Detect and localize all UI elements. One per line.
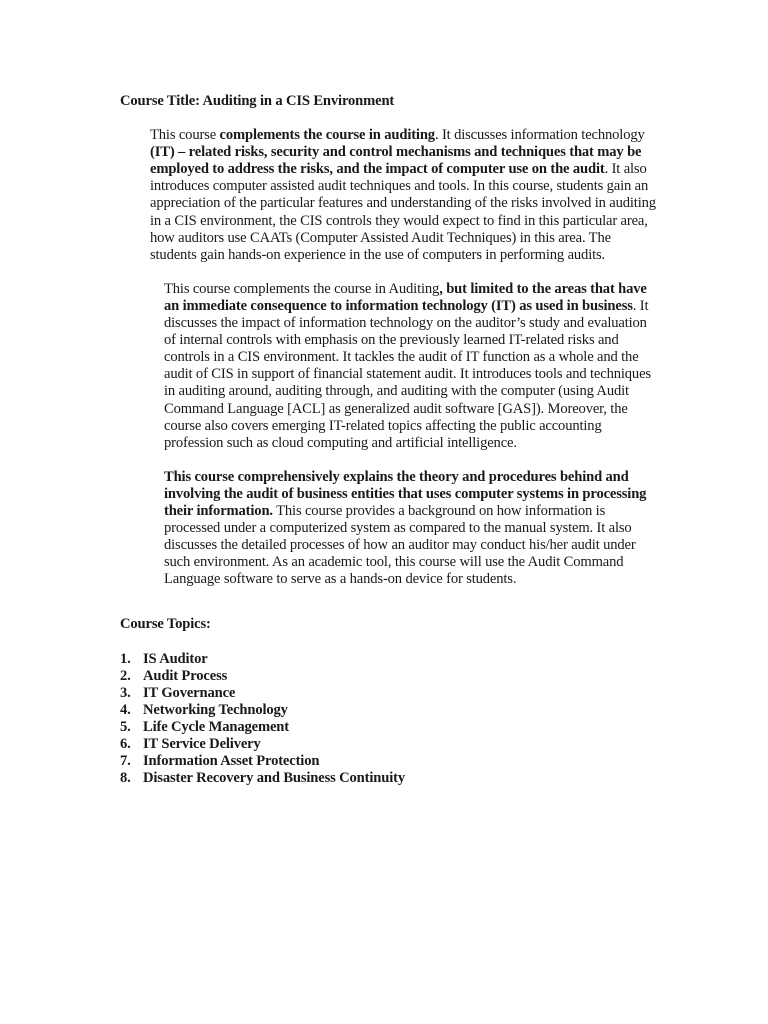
list-number: 6. [120,736,131,752]
paragraph-text: . It discusses information technology [434,127,645,144]
paragraph-text: This course provides a background on how information is processed under a computerized system as compared to the manual system. It also discusses the detailed processes of how an auditor may conduct his/her audit under such environment. As an academic tool, this course will use the Audit Command Language software to serve as a hands-on device for students. [164,502,636,588]
list-number: 5. [120,718,131,735]
list-item [120,719,660,736]
list-item [120,770,660,787]
paragraph-text: . It also introduces computer assisted audit techniques and tools. In this course, students gain an appreciation of the particular features and understanding of the risks involved in auditing in a CIS environment, the CIS controls they would expect to find in this particular area, how auditors use CAATs (Computer Assisted Audit Techniques) in this area. The students gain hands-on experience in the use of computers in performing audits. [150,161,656,263]
list-number: 1. [120,650,131,667]
list-number: 7. [120,753,131,770]
paragraph-emphasis: complements the course in auditing [219,127,435,144]
paragraph-emphasis: , but limited to the areas that have an immediate consequence to information technology (IT) as used in business [164,280,647,314]
topics-heading: Course Topics: [120,616,211,633]
list-item [120,685,660,702]
list-label: Life Cycle Management [143,718,289,735]
paragraph-text: This course complements the course in Auditing [164,280,440,297]
paragraph-text: This course [150,127,220,144]
paragraph-scope [120,281,660,452]
list-label: Audit Process [143,667,228,684]
list-item [120,753,660,770]
list-label: Information Asset Protection [143,753,320,770]
topics-list [120,651,660,788]
list-number: 8. [120,770,131,787]
paragraph-text: . It discusses the impact of information technology on the auditor’s study and evaluation of internal controls with emphasis on the previously learned IT-related risks and controls in a CIS environment. It tackles the audit of IT function as a whole and the audit of CIS in support of financial statement audit. It introduces tools and techniques in auditing around, auditing through, and auditing with the computer (using Audit Command Language [ACL] as generalized audit software [GAS]). Moreover, the course also covers emerging IT-related topics affecting the public accounting profession such as cloud computing and artificial intelligence. [164,297,651,451]
list-label: Networking Technology [143,701,288,718]
list-number: 4. [120,701,131,718]
document-body [120,93,660,787]
paragraph-emphasis: This course comprehensively explains the theory and procedures behind and involving the audit of business entities that uses computer systems in processing their information. [164,468,647,519]
paragraph-description [120,469,660,589]
list-number: 2. [120,667,131,684]
list-label: IT Service Delivery [143,736,261,752]
list-label: IS Auditor [143,650,208,667]
list-number: 3. [120,684,131,701]
list-item [120,668,660,685]
paragraph-emphasis: (IT) – related risks, security and control mechanisms and techniques that may be employed to address the risks, and the impact of computer use on the audit [150,144,642,178]
list-label: Disaster Recovery and Business Continuity [143,770,405,787]
list-item [120,651,660,668]
list-item [120,702,660,719]
list-item [120,736,660,753]
paragraph-overview [120,127,660,264]
list-label: IT Governance [143,684,236,701]
course-title: Course Title: Auditing in a CIS Environment [120,93,395,109]
